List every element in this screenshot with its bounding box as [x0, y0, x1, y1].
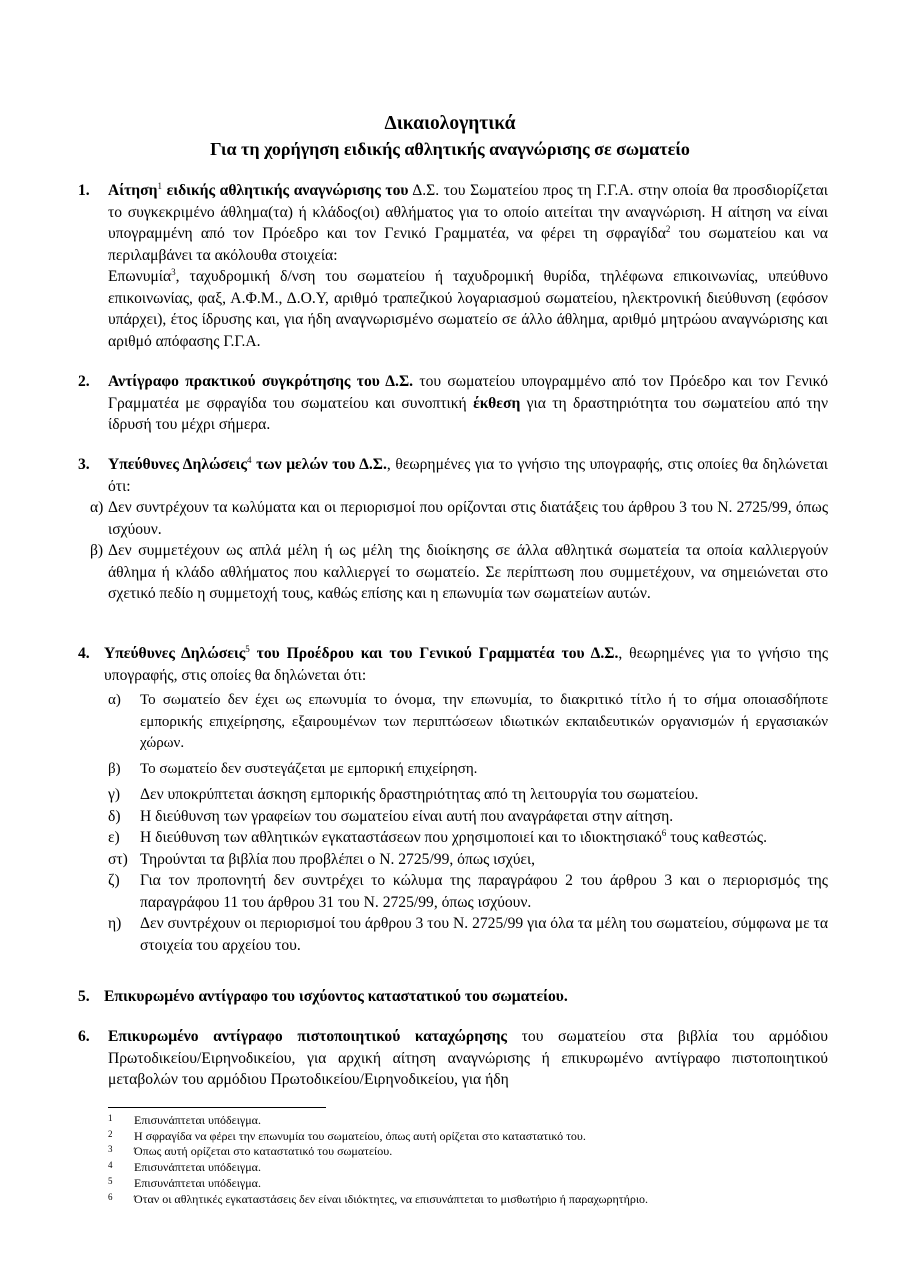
document-subtitle: Για τη χορήγηση ειδικής αθλητικής αναγνώρισης σε σωματείο	[210, 139, 690, 159]
footnote-text: Η σφραγίδα να φέρει την επωνυμία του σωματείου, όπως αυτή ορίζεται στο καταστατικό του.	[134, 1128, 586, 1143]
sub-item	[108, 690, 828, 755]
item-lead-rest: των μελών του Δ.Σ.	[251, 456, 387, 473]
sub-item-label: γ)	[108, 786, 121, 803]
footnote	[108, 1176, 828, 1192]
item-text: Επωνυμία	[108, 268, 172, 285]
item-text: , θεωρημένες για το γνήσιο της υπογραφής, στις οποίες θα δηλώνεται ότι:	[104, 645, 829, 684]
list-item	[78, 454, 828, 605]
item-text: Δ.Σ. του Σωματείου προς τη Γ.Γ.Α. στην οποία θα προσδιορίζεται το συγκεκριμένο άθλημα(τα) ή κλάδος(οι) αθλήματος για το οποίο αιτείται την αναγνώριση. Η αίτηση να είναι υπογραμμένη από τον Πρόεδρο και τον Γενικό Γραμματέα, να φέρει τη σφραγίδα	[108, 182, 828, 242]
sub-item-text: Η διεύθυνση των γραφείων του σωματείου είναι αυτή που αναγράφεται στην αίτηση.	[140, 807, 674, 825]
item-text: του σωματείου και να περιλαμβάνει τα ακόλουθα στοιχεία:	[108, 225, 828, 264]
footnote	[108, 1129, 828, 1145]
item-number: 3.	[78, 456, 90, 473]
list-item	[78, 1026, 828, 1091]
footnote-number: 5	[108, 1175, 113, 1186]
item-lead-rest: του Προέδρου και του Γενικού Γραμματέα του Δ.Σ.	[249, 645, 619, 662]
sub-item-label: α)	[90, 499, 104, 516]
footnote-text: Επισυνάπτεται υπόδειγμα.	[134, 1160, 261, 1175]
sub-item	[108, 913, 828, 956]
item-lead: Επικυρωμένο αντίγραφο του ισχύοντος καταστατικού του σωματείου.	[104, 988, 568, 1005]
footnote-ref: 3	[171, 266, 176, 277]
sub-item	[108, 870, 828, 913]
list-item	[78, 180, 828, 352]
footnote-number: 1	[108, 1113, 113, 1123]
item-lead-rest: ειδικής αθλητικής αναγνώρισης του	[161, 182, 409, 199]
sub-item	[90, 540, 828, 605]
sub-item-label: β)	[90, 542, 104, 559]
item-number: 6.	[78, 1028, 90, 1045]
footnotes	[108, 1113, 828, 1207]
sub-item	[90, 497, 828, 540]
sub-item-label: δ)	[108, 807, 121, 825]
sub-item-text: Το σωματείο δεν συστεγάζεται με εμπορική επιχείρηση.	[140, 760, 478, 777]
item-text: , ταχυδρομική δ/νση του σωματείου ή ταχυδρομική θυρίδα, τηλέφωνα επικοινωνίας, υπεύθυνο επικοινωνίας, φαξ, Α.Φ.Μ., Δ.Ο.Υ, αριθμό τραπεζικού λογαριασμού σωματείου, ηλεκτρονική διεύθυνση (εφόσον υπάρχει), έτος ίδρυσης και, για ήδη αναγνωρισμένο σωματείο σε άλλο άθλημα, αριθμό μητρώου αναγνώρισης και αριθμό απόφασης Γ.Γ.Α.	[108, 268, 828, 350]
item-number: 5.	[78, 988, 90, 1005]
sub-item-text: Το σωματείο δεν έχει ως επωνυμία το όνομα, την επωνυμία, το διακριτικό τίτλο ή το σήμα οποιασδήποτε εμπορικής επιχείρησης, εξαιρουμένων των περιπτώσεων ιδιωτικών εκπαιδευτικών οργανισμών ή εργασιακών χώρων.	[140, 692, 828, 751]
footnote-ref: 4	[246, 454, 252, 465]
item-number: 4.	[78, 645, 90, 662]
list-item	[78, 371, 828, 436]
footnote-ref: 1	[157, 180, 162, 191]
footnote-ref: 2	[665, 223, 671, 234]
footnote-number: 3	[108, 1144, 113, 1155]
item-text: για τη δραστηριότητα του σωματείου από την ίδρυσή του μέχρι σήμερα.	[108, 394, 828, 433]
footnote-text: Όταν οι αθλητικές εγκαταστάσεις δεν είναι ιδιόκτητες, να επισυνάπτεται το μισθωτήριο ή παραχωρητήριο.	[134, 1191, 649, 1206]
footnote	[108, 1113, 828, 1129]
sub-item-label: η)	[108, 915, 122, 932]
sub-item-text: Δεν συντρέχουν οι περιορισμοί του άρθρου 3 του Ν. 2725/99 για όλα τα μέλη του σωματείου, σύμφωνα με τα στοιχεία του αρχείου του.	[140, 915, 828, 954]
item-number: 1.	[78, 182, 90, 199]
sub-item-text: Δεν συμμετέχουν ως απλά μέλη ή ως μέλη της διοίκησης σε άλλα αθλητικά σωματεία τα οποία καλλιεργούν άθλημα ή κλάδο αθλήματος που καλλιεργεί το σωματείο. Σε περίπτωση που συμμετέχουν, να σημειώνεται στο σχετικό πεδίο η συμμετοχή τους, καθώς επίσης και η επωνυμία των σωματείων αυτών.	[108, 542, 828, 602]
sub-item	[108, 827, 828, 849]
list-item	[78, 986, 828, 1008]
item-lead: Επικυρωμένο αντίγραφο πιστοποιητικού καταχώρησης	[108, 1028, 508, 1045]
footnote-text: Επισυνάπτεται υπόδειγμα.	[134, 1113, 261, 1127]
list-item	[78, 643, 828, 956]
sub-item-label: α)	[108, 692, 121, 708]
footnote	[108, 1160, 828, 1176]
item-lead: Υπεύθυνες Δηλώσεις	[104, 645, 246, 662]
sub-item-label: ε)	[108, 829, 120, 846]
item-lead: Αίτηση	[108, 182, 158, 199]
item-lead: Υπεύθυνες Δηλώσεις	[108, 456, 247, 473]
sub-item-text: Δεν συντρέχουν τα κωλύματα και οι περιορισμοί που ορίζονται στις διατάξεις του άρθρου 3 του Ν. 2725/99, όπως ισχύουν.	[108, 499, 828, 538]
sub-item	[108, 759, 828, 781]
footnote-ref: 5	[245, 643, 250, 654]
sub-item	[108, 806, 828, 828]
item-text: του σωματείου στα βιβλία του αρμόδιου Πρωτοδικείου/Ειρηνοδικείου, για αρχική αίτηση αναγνώρισης ή επικυρωμένο αντίγραφο πιστοποιητικού μεταβολών του αρμόδιου Πρωτοδικείου/Ειρηνοδικείου, για ήδη	[108, 1028, 828, 1088]
sub-item-text: Τηρούνται τα βιβλία που προβλέπει ο Ν. 2725/99, όπως ισχύει,	[140, 850, 536, 868]
sub-item-text: τους καθεστώς.	[666, 829, 767, 846]
item-bold: έκθεση	[473, 394, 521, 412]
sub-item	[108, 849, 828, 871]
footnote	[108, 1192, 828, 1208]
item-lead: Αντίγραφο πρακτικού συγκρότησης του Δ.Σ.	[108, 373, 414, 390]
document-title: Δικαιολογητικά	[384, 113, 516, 134]
sub-item-text: Δεν υποκρύπτεται άσκηση εμπορικής δραστηριότητας από τη λειτουργία του σωματείου.	[140, 786, 699, 803]
item-text: , θεωρημένες για το γνήσιο της υπογραφής, στις οποίες θα δηλώνεται ότι:	[108, 456, 829, 495]
sub-item-label: στ)	[108, 850, 128, 868]
footnote-separator	[108, 1107, 326, 1108]
footnote-number: 6	[108, 1191, 113, 1202]
footnote-number: 4	[108, 1160, 113, 1171]
sub-item-label: β)	[108, 760, 121, 777]
item-text: του σωματείου υπογραμμένο από τον Πρόεδρο και τον Γενικό Γραμματέα με σφραγίδα του σωματείου και συνοπτική	[108, 373, 828, 412]
footnote	[108, 1144, 828, 1160]
sub-item-text: Για τον προπονητή δεν συντρέχει το κώλυμα της παραγράφου 2 του άρθρου 3 και ο περιορισμός της παραγράφου 11 του άρθρου 31 του Ν. 2725/99, όπως ισχύουν.	[140, 872, 828, 911]
sub-item	[108, 784, 828, 806]
item-number: 2.	[78, 373, 90, 390]
sub-item-text: Η διεύθυνση των αθλητικών εγκαταστάσεων που χρησιμοποιεί και το ιδιοκτησιακό	[140, 829, 662, 846]
footnote-text: Επισυνάπτεται υπόδειγμα.	[134, 1175, 261, 1190]
footnote-number: 2	[108, 1128, 113, 1139]
footnote-ref: 6	[661, 827, 667, 838]
footnote-text: Όπως αυτή ορίζεται στο καταστατικό του σωματείου.	[134, 1144, 393, 1159]
sub-item-label: ζ)	[108, 872, 120, 889]
